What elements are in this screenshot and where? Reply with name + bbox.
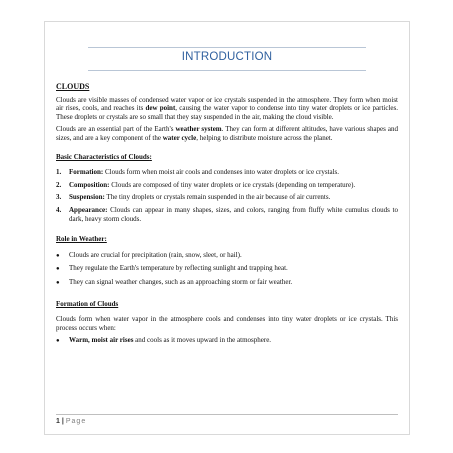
list-item-text (69, 206, 398, 223)
title-rule-top (88, 47, 366, 48)
list-item (56, 206, 398, 223)
bullet-icon: ● (56, 279, 60, 286)
list-item (56, 193, 398, 202)
page-footer (56, 418, 86, 425)
page-label: Page (65, 418, 87, 425)
page-title: INTRODUCTION (181, 51, 273, 63)
footer-separator: | (61, 418, 64, 425)
list-term: Composition: (69, 180, 110, 189)
text-run: . They can form at different altitudes, have various shapes and sizes, and are a key component of the (56, 125, 398, 142)
section-heading-role-in-weather (56, 235, 398, 244)
section-heading-clouds: CLOUDS (56, 82, 90, 91)
heading-colon: : (149, 152, 152, 161)
list-item (56, 181, 398, 190)
title-rule-bottom (88, 70, 366, 71)
bullet-icon: ● (56, 252, 60, 259)
list-number: 1. (56, 168, 62, 177)
list-item (56, 278, 398, 288)
list-item-text (69, 181, 398, 190)
list-item-text: They can signal weather changes, such as an approaching storm or fair weather. (69, 277, 293, 286)
list-item (56, 168, 398, 177)
list-term: Appearance: (69, 205, 108, 214)
formation-paragraph: Clouds form when water vapor in the atmosphere cools and condenses into tiny water droplets or ice crystals. This process occurs when: (56, 315, 398, 332)
term-water-cycle: water cycle (162, 133, 197, 142)
term-weather-system: weather system (175, 125, 222, 134)
text-run: and cools as it moves upward in the atmosphere. (133, 336, 272, 345)
term-dew-point: dew point (145, 104, 176, 113)
text-run: , helping to distribute moisture across the planet. (196, 133, 333, 142)
characteristics-list (56, 168, 398, 223)
clouds-paragraph-1 (56, 96, 398, 122)
list-item-text (69, 193, 398, 202)
text-run: , causing the water vapor to condense into tiny water droplets or ice particles. These droplets or crystals are so small that they stay suspended in the air, making the cloud visible. (56, 104, 398, 121)
section-heading-formation: Formation of Clouds (56, 299, 119, 308)
list-number: 3. (56, 193, 62, 202)
list-item-text (69, 168, 398, 177)
text-run: The tiny droplets or crystals remain suspended in the air because of air currents. (104, 193, 331, 202)
section-heading-basic-characteristics (56, 153, 398, 162)
text-run: Clouds are composed of tiny water droplets or ice crystals (depending on temperature). (109, 180, 356, 189)
heading-text: Role in Weather (56, 235, 105, 244)
page-number: 1 (56, 418, 60, 425)
list-item (56, 251, 398, 261)
text-run: Clouds can appear in many shapes, sizes, and colors, ranging from fluffy white cumulus clouds to dark, heavy storm clouds. (69, 205, 398, 223)
bullet-icon: ● (56, 266, 60, 273)
document-body (56, 83, 398, 350)
list-item (56, 264, 398, 274)
heading-colon: : (104, 235, 107, 244)
list-term: Warm, moist air rises (69, 336, 134, 345)
footer-rule (56, 414, 398, 415)
list-number: 2. (56, 180, 62, 189)
heading-text: Basic Characteristics of Clouds (56, 152, 150, 161)
list-term: Formation: (69, 168, 104, 177)
list-number: 4. (56, 205, 62, 214)
list-item-text (69, 336, 398, 346)
list-term: Suspension: (69, 193, 105, 202)
bullet-icon: ● (56, 338, 60, 345)
clouds-paragraph-2 (56, 125, 398, 142)
weather-list (56, 251, 398, 288)
list-item-text: Clouds are crucial for precipitation (rain, snow, sleet, or hail). (69, 250, 242, 259)
text-run: Clouds form when moist air cools and condenses into water droplets or ice crystals. (103, 168, 340, 177)
list-item-text: They regulate the Earth's temperature by reflecting sunlight and trapping heat. (69, 264, 288, 273)
list-item (56, 336, 398, 346)
text-run: Clouds are an essential part of the Earth's (56, 125, 176, 134)
text-run: Clouds are visible masses of condensed water vapor or ice crystals suspended in the atmosphere. They form when moist air rises, cools, and reaches its (56, 95, 398, 113)
